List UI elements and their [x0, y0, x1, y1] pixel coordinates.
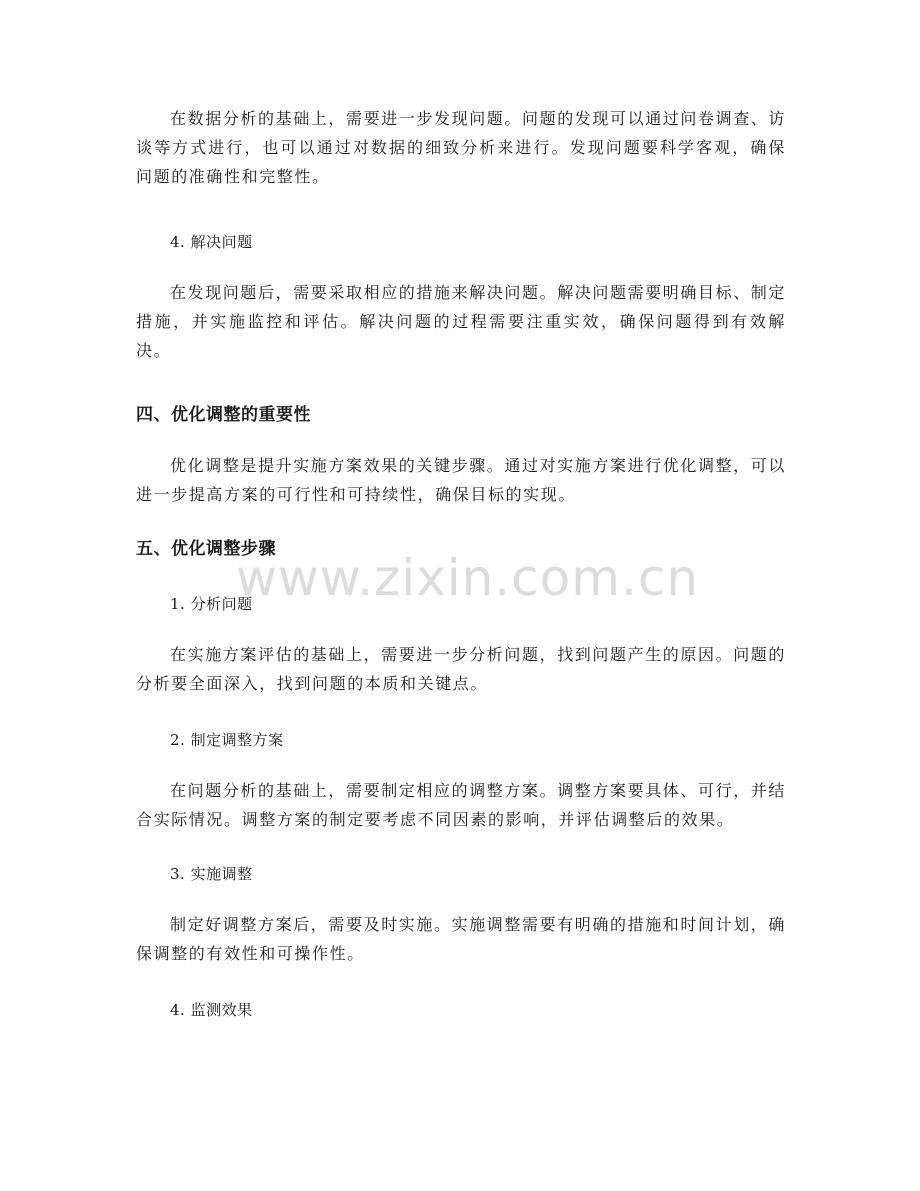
watermark-text: www.zixin.com.cn [236, 549, 700, 607]
paragraph-text: 在数据分析的基础上，需要进一步发现问题。问题的发现可以通过问卷调查、访谈等方式进行，也可以通过对数据的细致分析来进行。发现问题要科学客观，确保问题的准确性和完整性。 [136, 109, 787, 186]
list-item-solve-problems: 4. 解决问题 [170, 233, 253, 251]
paragraph-importance [136, 451, 786, 509]
section-heading-steps: 五、优化调整步骤 [136, 539, 276, 559]
paragraph-text: 在实施方案评估的基础上，需要进一步分析问题，找到问题产生的原因。问题的分析要全面深入，找到问题的本质和关键点。 [136, 645, 787, 693]
list-item-analyze-problems: 1. 分析问题 [170, 595, 253, 613]
paragraph-analyze-problems [136, 640, 786, 698]
paragraph-text: 优化调整是提升实施方案效果的关键步骤。通过对实施方案进行优化调整，可以进一步提高方案的可行性和可持续性，确保目标的实现。 [136, 456, 787, 504]
paragraph-implement [136, 910, 786, 968]
paragraph-make-plan [136, 776, 786, 834]
list-item-implement: 3. 实施调整 [170, 865, 253, 883]
list-item-make-plan: 2. 制定调整方案 [170, 731, 284, 749]
paragraph-find-problems [136, 104, 786, 191]
paragraph-text: 在问题分析的基础上，需要制定相应的调整方案。调整方案要具体、可行，并结合实际情况。调整方案的制定要考虑不同因素的影响，并评估调整后的效果。 [136, 781, 787, 829]
section-heading-importance: 四、优化调整的重要性 [136, 405, 311, 425]
paragraph-solve-problems [136, 278, 786, 365]
paragraph-text: 制定好调整方案后，需要及时实施。实施调整需要有明确的措施和时间计划，确保调整的有效性和可操作性。 [136, 915, 787, 963]
paragraph-text: 在发现问题后，需要采取相应的措施来解决问题。解决问题需要明确目标、制定措施，并实施监控和评估。解决问题的过程需要注重实效，确保问题得到有效解决。 [136, 283, 787, 360]
list-item-monitor: 4. 监测效果 [170, 1001, 253, 1019]
